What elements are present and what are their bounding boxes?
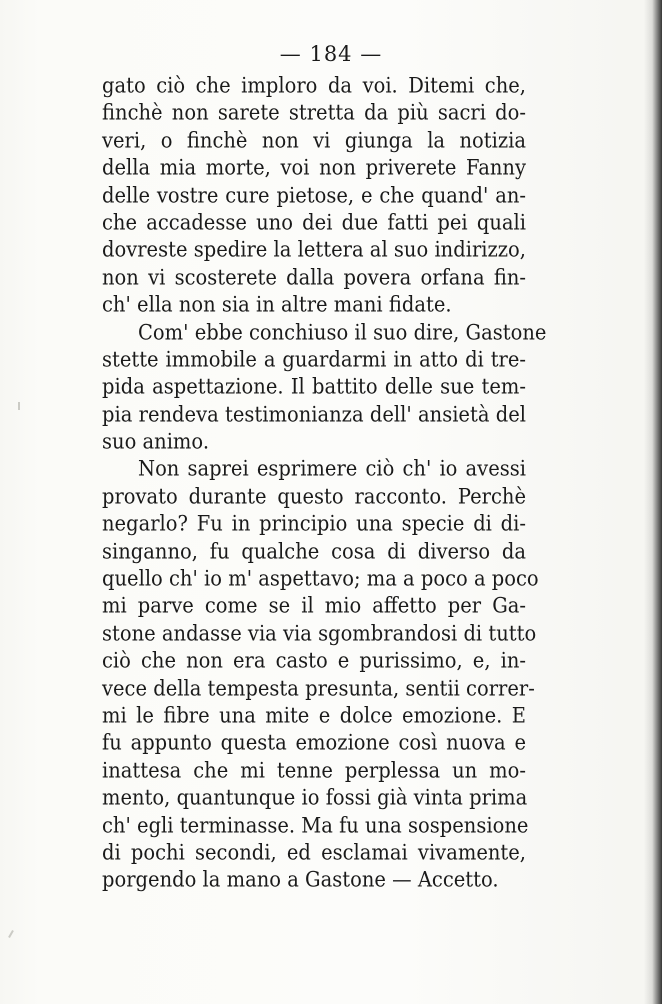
text-line: stette immobile a guardarmi in atto di tre- xyxy=(102,346,526,372)
text-line: stone andasse via via sgombrandosi di tutto xyxy=(102,620,537,646)
text-line: delle vostre cure pietose, e che quand' an- xyxy=(102,182,526,208)
text-line: di pochi secondi, ed esclamai vivamente, xyxy=(102,840,526,865)
text-line: della mia morte, voi non priverete Fanny xyxy=(102,155,526,181)
scan-speck xyxy=(18,402,20,410)
text-line: non vi scosterete dalla povera orfana fin- xyxy=(102,264,526,290)
page-number: — 184 — xyxy=(279,42,383,66)
text-line: provato durante questo racconto. Perchè xyxy=(102,483,526,509)
text-line: pida aspettazione. Il battito delle sue tem- xyxy=(102,374,526,400)
paragraph-2 xyxy=(102,319,547,456)
text-line: ciò che non era casto e purissimo, e, in- xyxy=(102,648,526,674)
text-line: che accadesse uno dei due fatti pei quali xyxy=(102,210,526,235)
text-line: dovreste spedire la lettera al suo indirizzo, xyxy=(102,237,526,263)
text-line: inattesa che mi tenne perplessa un mo- xyxy=(102,757,526,783)
text-line: suo animo. xyxy=(102,429,210,454)
scan-speck xyxy=(8,930,14,938)
text-line: negarlo? Fu in principio una specie di di- xyxy=(102,511,526,537)
text-line: gato ciò che imploro da voi. Ditemi che, xyxy=(102,73,526,98)
paragraph-1 xyxy=(102,72,526,319)
text-line: mento, quantunque io fossi già vinta prima xyxy=(102,785,528,811)
text-line: ch' ella non sia in altre mani fidate. xyxy=(102,292,452,318)
text-line: Non saprei esprimere ciò ch' io avessi xyxy=(138,456,526,482)
body-text xyxy=(102,72,547,894)
text-line: pia rendeva testimonianza dell' ansietà del xyxy=(102,401,526,427)
text-line: porgendo la mano a Gastone — Accetto. xyxy=(102,867,499,893)
text-line: fu appunto questa emozione così nuova e xyxy=(102,730,526,756)
text-line: Com' ebbe conchiuso il suo dire, Gastone xyxy=(138,319,547,345)
text-line: mi parve come se il mio affetto per Ga- xyxy=(102,593,526,619)
text-line: singanno, fu qualche cosa di diverso da xyxy=(102,538,526,564)
page-edge-shadow xyxy=(644,0,662,1004)
text-line: vece della tempesta presunta, sentii correr- xyxy=(102,675,535,701)
text-line: mi le fibre una mite e dolce emozione. E xyxy=(102,703,526,728)
text-line: ch' egli terminasse. Ma fu una sospensione xyxy=(102,812,529,838)
paragraph-3 xyxy=(102,455,539,893)
text-line: quello ch' io m' aspettavo; ma a poco a poco xyxy=(102,566,539,591)
text-line: veri, o finchè non vi giunga la notizia xyxy=(102,127,526,153)
text-line: finchè non sarete stretta da più sacri do- xyxy=(102,100,526,126)
